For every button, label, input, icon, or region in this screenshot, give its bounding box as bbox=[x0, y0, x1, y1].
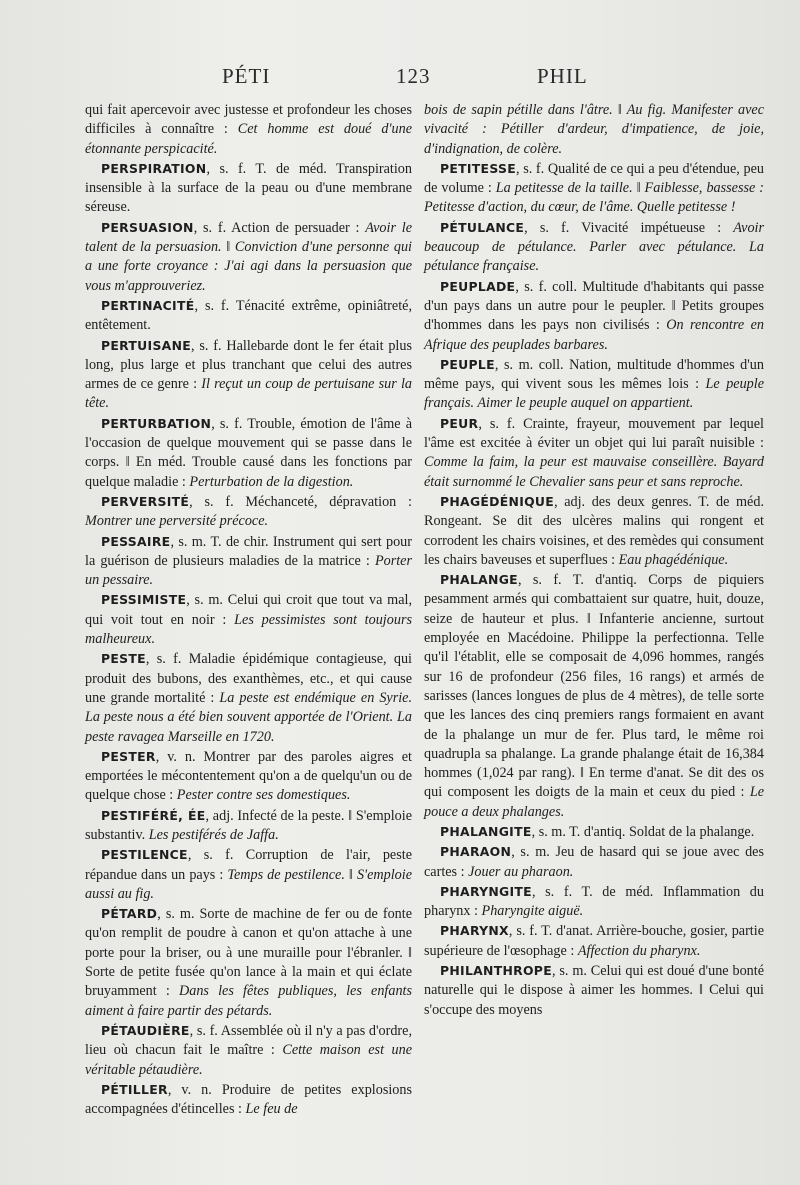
dictionary-entry bbox=[85, 1080, 412, 1120]
entry-definition: , s. f. Assemblée où il n'y a pas d'ordre, lieu où chacun fait le maître : bbox=[85, 1022, 412, 1059]
entry-definition: , s. f. Maladie épidémique contagieuse, qui produit des bubons, des exanthèmes, etc., et qui cause une grande mortalité : bbox=[85, 651, 412, 706]
dictionary-entry bbox=[85, 649, 412, 746]
entry-headword: PHARYNGITE bbox=[440, 883, 532, 899]
entry-example: La petitesse de la taille. ‖ Faiblesse, bassesse : Petitesse d'action, du cœur, de l'âme. Quelle petitesse ! bbox=[424, 180, 764, 216]
entry-example: Comme la faim, la peur est mauvaise conseillère. Bayard était surnommé le Chevalier sans peur et sans reproche. bbox=[424, 454, 764, 490]
entry-example: Le feu de bbox=[245, 1101, 298, 1118]
dictionary-entry bbox=[424, 414, 764, 492]
entry-headword: PERTUISANE bbox=[101, 337, 192, 353]
entry-example: Avoir le talent de la persuasion. ‖ Conviction d'une personne qui a une forte croyance : J'ai agi dans la persuasion que vous m'approuveriez. bbox=[85, 219, 412, 294]
entry-example: Temps de pestilence. ‖ S'emploie aussi au fig. bbox=[85, 866, 412, 902]
entry-headword: PESSIMISTE bbox=[101, 592, 187, 608]
entry-definition: , s. f. Qualité de ce qui a peu d'étendue, peu de volume : bbox=[424, 160, 764, 197]
dictionary-entry bbox=[424, 822, 764, 842]
entry-headword: PHARYNX bbox=[440, 923, 509, 939]
dictionary-entry bbox=[85, 218, 412, 296]
entry-definition: , s. f. Ténacité extrême, opiniâtreté, entêtement. bbox=[85, 297, 412, 334]
entry-headword: PETITESSE bbox=[440, 160, 516, 176]
entry-example: Le peuple français. Aimer le peuple auquel on appartient. bbox=[424, 376, 765, 412]
dictionary-entry bbox=[85, 845, 412, 904]
entry-headword: PÉTARD bbox=[101, 906, 158, 922]
dictionary-entry bbox=[424, 355, 764, 414]
entry-example: Pester contre ses domestiques. bbox=[176, 787, 351, 804]
entry-example: bois de sapin pétille dans l'âtre. ‖ Au fig. Manifester avec vivacité : Pétiller d'ardeur, d'impatience, de joie, d'indignation, de colère. bbox=[424, 102, 764, 157]
entry-definition: qui fait apercevoir avec justesse et profondeur les choses difficiles à connaître : bbox=[85, 102, 412, 138]
entry-definition: , s. m. coll. Nation, multitude d'hommes d'un même pays, qui vivent sous les mêmes lois : bbox=[424, 356, 764, 393]
entry-headword: PEUR bbox=[440, 415, 479, 431]
entry-definition: , s. f. T. d'anat. Arrière-bouche, gosier, partie supérieure de l'œsophage : bbox=[424, 923, 764, 959]
dictionary-entry bbox=[85, 492, 412, 532]
header-right-guide-word: PHIL bbox=[537, 64, 588, 88]
dictionary-entry bbox=[424, 921, 764, 961]
entry-definition: , s. m. Sorte de machine de fer ou de fonte qu'on remplit de poudre à canon et qu'on attache à une porte pour la briser, ou à une muraille pour l'ébranler. ‖ Sorte de petite fusée qu'on lance à la main et qui éclate bruyamment : bbox=[85, 906, 412, 1000]
entry-headword: PHALANGITE bbox=[440, 823, 532, 839]
entry-headword: PERTINACITÉ bbox=[101, 297, 195, 313]
entry-headword: PESTILENCE bbox=[101, 847, 188, 863]
entry-definition: , v. n. Montrer par des paroles aigres et emportées le mécontentement qu'on a de quelqu'un ou de quelque chose : bbox=[85, 748, 412, 804]
dictionary-entry bbox=[85, 1021, 412, 1080]
entry-definition: , s. m. T. de chir. Instrument qui sert pour la guérison de plusieurs maladies de la matrice : bbox=[85, 533, 412, 569]
dictionary-entry bbox=[85, 414, 412, 492]
entry-headword: PERTURBATION bbox=[101, 415, 212, 431]
entry-definition: , s. f. Hallebarde dont le fer était plus long, plus large et plus tranchant que celui des autres armes de ce genre : bbox=[85, 337, 412, 393]
dictionary-entry bbox=[424, 842, 764, 882]
entry-headword: PESSAIRE bbox=[101, 533, 171, 549]
entry-definition: , s. f. Trouble, émotion de l'âme à l'occasion de quelque mouvement qui se passe dans le corps. ‖ En méd. Trouble causé dans les fonctions par quelque maladie : bbox=[85, 415, 412, 490]
entry-example: Jouer au pharaon. bbox=[468, 863, 574, 880]
dictionary-entry bbox=[85, 532, 412, 591]
entry-definition: , s. f. Vivacité impétueuse : bbox=[524, 219, 722, 236]
entry-headword: PERSPIRATION bbox=[101, 160, 207, 176]
entry-definition: , s. m. Celui qui est doué d'une bonté naturelle qui le dispose à aimer les hommes. ‖ Celui qui s'occupe des moyens bbox=[424, 963, 764, 1018]
page-number: 123 bbox=[396, 64, 431, 88]
entry-example: Cette maison est une véritable pétaudière. bbox=[85, 1042, 412, 1078]
entry-headword: PHAGÉDÉNIQUE bbox=[440, 493, 555, 509]
dictionary-entry bbox=[424, 961, 764, 1020]
entry-headword: PEUPLADE bbox=[440, 278, 516, 294]
entry-example: Perturbation de la digestion. bbox=[189, 473, 354, 490]
dictionary-entry bbox=[85, 806, 412, 846]
entry-definition: , s. f. T. de méd. Transpiration insensible à la surface de la peau ou d'une membrane séreuse. bbox=[85, 160, 412, 216]
entry-example: Les pestiférés de Jaffa. bbox=[148, 826, 279, 843]
entry-example: Le pouce a deux phalanges. bbox=[424, 784, 765, 820]
entry-headword: PEUPLE bbox=[440, 356, 495, 372]
entry-headword: PHARAON bbox=[440, 844, 512, 860]
dictionary-entry bbox=[424, 277, 764, 355]
entry-headword: PESTER bbox=[101, 748, 156, 764]
entry-example: Montrer une perversité précoce. bbox=[85, 513, 269, 530]
entry-example: Avoir beaucoup de pétulance. Parler avec pétulance. La pétulance française. bbox=[424, 219, 765, 275]
entry-headword: PHALANGE bbox=[440, 572, 518, 588]
entry-definition: , s. f. Méchanceté, dépravation : bbox=[189, 493, 412, 510]
entry-definition: , s. f. Crainte, frayeur, mouvement par lequel l'âme est excitée à éviter un objet qui lui paraît nuisible : bbox=[424, 415, 764, 452]
entry-definition: , s. f. T. de méd. Inflammation du pharynx : bbox=[424, 883, 764, 920]
entry-example: Porter un pessaire. bbox=[85, 552, 412, 589]
entry-example: La peste est endémique en Syrie. La peste nous a été bien souvent apportée de l'Orient. La peste ravagea Marseille en 1720. bbox=[85, 689, 413, 745]
entry-definition: , v. n. Produire de petites explosions accompagnées d'étincelles : bbox=[85, 1081, 412, 1118]
dictionary-entry bbox=[424, 159, 764, 218]
entry-example: Pharyngite aiguë. bbox=[481, 903, 584, 920]
dictionary-entry bbox=[424, 218, 764, 277]
entry-example: On rencontre en Afrique des peuplades barbares. bbox=[424, 317, 764, 353]
entry-definition: , s. f. Action de persuader : bbox=[193, 219, 360, 236]
entry-headword: PERVERSITÉ bbox=[101, 493, 190, 509]
entry-headword: PÉTULANCE bbox=[440, 219, 525, 235]
dictionary-entry bbox=[424, 492, 764, 570]
right-column bbox=[424, 100, 764, 1020]
entry-headword: PESTIFÉRÉ, ÉE bbox=[101, 807, 206, 823]
entry-definition: , adj. des deux genres. T. de méd. Rongeant. Se dit des ulcères malins qui rongent et corrodent les chairs voisines, et des remèdes qui consument les chairs baveuses et superflues : bbox=[424, 493, 764, 568]
dictionary-entry bbox=[85, 747, 412, 806]
dictionary-entry bbox=[85, 590, 412, 649]
entry-example: Cet homme est doué d'une étonnante perspicacité. bbox=[85, 121, 412, 157]
entry-headword: PÉTAUDIÈRE bbox=[101, 1022, 190, 1038]
entry-headword: PESTE bbox=[101, 651, 146, 667]
dictionary-entry bbox=[424, 570, 764, 822]
dictionary-entry bbox=[85, 296, 412, 336]
entry-definition: , adj. Infecté de la peste. ‖ S'emploie substantiv. bbox=[85, 807, 412, 843]
entry-example: Les pessimistes sont toujours malheureux. bbox=[85, 611, 412, 648]
header-left-guide-word: PÉTI bbox=[222, 64, 271, 88]
entry-example: Il reçut un coup de pertuisane sur la tête. bbox=[85, 376, 413, 412]
entry-definition: , s. f. Corruption de l'air, peste répandue dans un pays : bbox=[85, 847, 412, 883]
dictionary-entry bbox=[424, 882, 764, 922]
entry-definition: , s. f. T. d'antiq. Corps de piquiers pesamment armés qui combattaient sur quatre, huit, douze, seize de hauteur et plus. ‖ Infanterie ancienne, surtout employée en Macédoine. Philippe la perfectionna. Telle qu'il l'établit, elle se composait de 4,096 hommes, rangés sur 16 de profondeur (256 files, 16 rangs) et armés de sarisses (lances longues de plus de 4 mètres), de telle sorte que les lances des cinq premiers rangs formaient en avant de la phalange un mur de fer. Plus tard, le même roi quadrupla sa phalange. La grande phalange était de 16,384 hommes (1,024 par rang). ‖ En terme d'anat. Se dit des os qui composent les doigts de la main et ceux du pied : bbox=[424, 572, 764, 801]
dictionary-entry bbox=[85, 159, 412, 218]
running-header bbox=[0, 64, 800, 94]
dictionary-entry bbox=[85, 100, 412, 159]
entry-definition: , s. f. coll. Multitude d'habitants qui passe d'un pays dans un autre pour le peupler. ‖ Petits groupes d'hommes dans les pays non civilisés : bbox=[424, 278, 764, 334]
entry-definition: , s. m. Jeu de hasard qui se joue avec des cartes : bbox=[424, 844, 764, 880]
dictionary-entry bbox=[85, 336, 412, 414]
dictionary-entry bbox=[85, 904, 412, 1021]
entry-example: Dans les fêtes publiques, les enfants aiment à faire partir des pétards. bbox=[85, 983, 412, 1019]
entry-headword: PÉTILLER bbox=[101, 1081, 168, 1097]
left-column bbox=[85, 100, 412, 1119]
entry-headword: PHILANTHROPE bbox=[440, 963, 552, 979]
entry-definition: , s. m. Celui qui croit que tout va mal, qui voit tout en noir : bbox=[85, 592, 412, 628]
entry-example: Eau phagédénique. bbox=[618, 551, 729, 568]
dictionary-entry bbox=[424, 100, 764, 159]
entry-example: Affection du pharynx. bbox=[577, 942, 701, 959]
entry-headword: PERSUASION bbox=[101, 219, 194, 235]
entry-definition: , s. m. T. d'antiq. Soldat de la phalange. bbox=[531, 823, 755, 840]
